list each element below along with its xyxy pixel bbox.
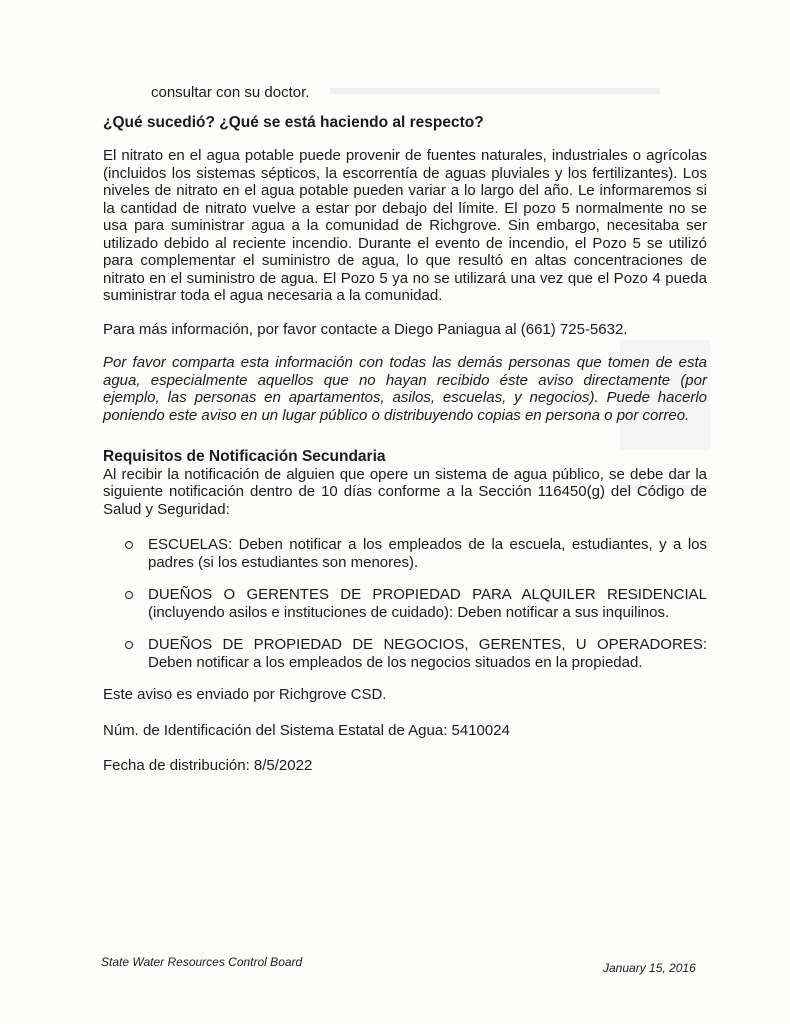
list-item-text: DUEÑOS DE PROPIEDAD DE NEGOCIOS, GERENTES, U OPERADORES: Deben notificar a los empleados de los negocios situados en la propiedad.: [148, 636, 707, 671]
notification-list: [103, 536, 707, 671]
list-item: [103, 636, 707, 671]
secondary-notification-intro: Al recibir la notificación de alguien que opere un sistema de agua público, se debe dar la siguiente notificación dentro de 10 días conforme a la Sección 116450(g) del Código de Salud y Seguridad:: [103, 465, 707, 518]
share-notice: Por favor comparta esta información con todas las demás personas que tomen de esta agua, especialmente aquellos que no hayan recibido éste aviso directamente (por ejemplo, las personas en apartamentos, asilos, escuelas, y negocios). Puede hacerlo poniendo este aviso en un lugar público o distribuyendo copias en persona o por correo.: [103, 354, 707, 424]
bullet-icon: [125, 591, 133, 599]
footer-organization: State Water Resources Control Board: [101, 955, 303, 969]
list-item: [103, 536, 707, 571]
continued-text: consultar con su doctor.: [151, 84, 310, 101]
bullet-icon: [125, 541, 133, 549]
list-item-text: ESCUELAS: Deben notificar a los empleados de la escuela, estudiantes, y a los padres (si los estudiantes son menores).: [148, 536, 707, 571]
distribution-date-text: Fecha de distribución: 8/5/2022: [103, 757, 313, 774]
what-happened-paragraph: El nitrato en el agua potable puede provenir de fuentes naturales, industriales o agrícolas (incluidos los sistemas sépticos, la escorrentía de aguas pluviales y los fertilizantes). Los niveles de nitrato en el agua potable pueden variar a lo largo del año. Le informaremos si la cantidad de nitrato vuelve a estar por debajo del límite. El pozo 5 normalmente no se usa para suministrar agua a la comunidad de Richgrove. Sin embargo, necesitaba ser utilizado debido al reciente incendio. Durante el evento de incendio, el Pozo 5 se utilizó para complementar el suministro de agua, lo que resultó en altas concentraciones de nitrato en el suministro de agua. El Pozo 5 ya no se utilizará una vez que el Pozo 4 pueda suministrar toda el agua necesaria a la comunidad.: [103, 147, 707, 304]
document-body: [103, 84, 707, 775]
contact-text: Para más información, por favor contacte a Diego Paniagua al (661) 725-5632.: [103, 320, 628, 338]
section-heading-what-happened: ¿Qué sucedió? ¿Qué se está haciendo al respecto?: [103, 113, 484, 131]
system-id-text: Núm. de Identificación del Sistema Estatal de Agua: 5410024: [103, 721, 510, 739]
sent-by-text: Este aviso es enviado por Richgrove CSD.: [103, 686, 387, 703]
list-item-text: DUEÑOS O GERENTES DE PROPIEDAD PARA ALQUILER RESIDENCIAL (incluyendo asilos e instituciones de cuidado): Deben notificar a sus inquilinos.: [148, 586, 707, 621]
footer-date: January 15, 2016: [603, 961, 696, 975]
section-heading-secondary-notification: Requisitos de Notificación Secundaria: [103, 448, 386, 465]
list-item: [103, 586, 707, 621]
bullet-icon: [125, 641, 133, 649]
